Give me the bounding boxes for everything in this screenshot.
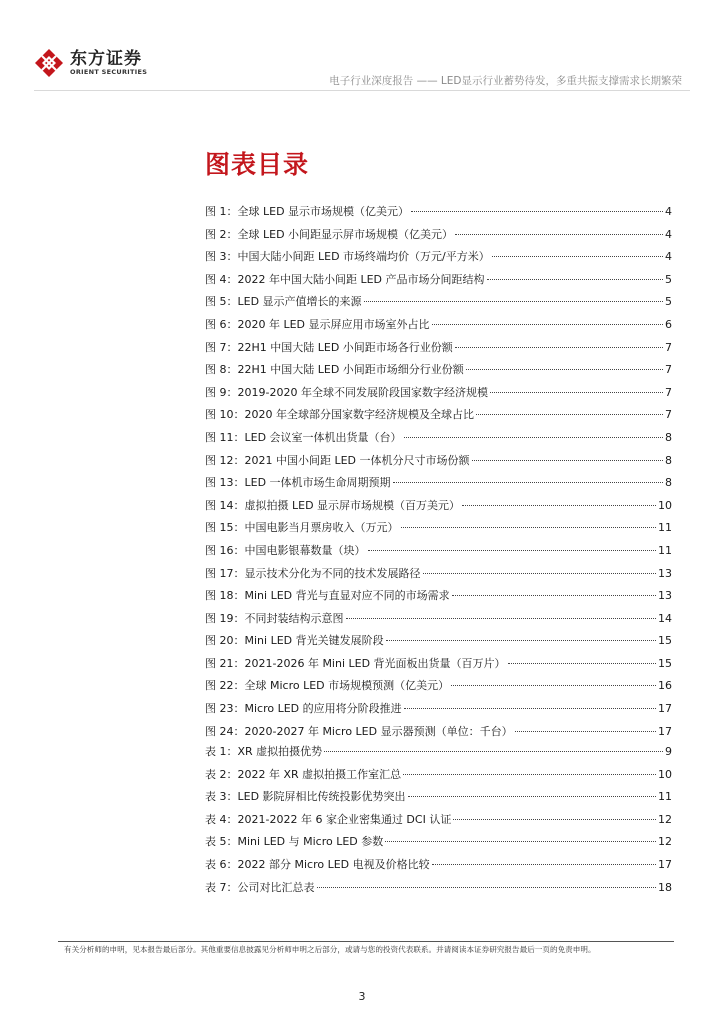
report-header-title: 电子行业深度报告 —— LED显示行业蓄势待发，多重共振支撑需求长期繁荣 (329, 75, 682, 87)
toc-figure-entry[interactable] (205, 404, 672, 427)
toc-figure-entry-page: 13 (658, 566, 672, 580)
toc-figure-entry-page: 7 (665, 408, 672, 422)
toc-figure-entry-page: 13 (658, 589, 672, 603)
toc-table-entry-label: 表 6：2022 部分 Micro LED 电视及价格比较 (205, 857, 430, 871)
toc-figure-entry-label: 图 23：Micro LED 的应用将分阶段推进 (205, 702, 402, 716)
dot-leader (423, 573, 657, 574)
dot-leader (476, 414, 663, 415)
toc-figure-entry-page: 11 (658, 521, 672, 535)
dot-leader (455, 234, 663, 235)
toc-table-entry-page: 9 (665, 745, 672, 758)
toc-figure-entry[interactable] (205, 608, 672, 631)
dot-leader (393, 482, 663, 483)
toc-table-entry[interactable] (205, 741, 672, 764)
toc-figure-entry-label: 图 11：LED 会议室一体机出货量（台） (205, 430, 402, 444)
figure-list (205, 201, 672, 743)
toc-figure-entry[interactable] (205, 472, 672, 495)
toc-figure-entry[interactable] (205, 517, 672, 540)
dot-leader (452, 595, 656, 596)
dot-leader (408, 796, 656, 797)
toc-figure-entry-page: 15 (658, 634, 672, 648)
toc-table-entry-page: 10 (658, 767, 672, 781)
toc-figure-entry[interactable] (205, 450, 672, 473)
logo-mark-icon (34, 48, 64, 78)
logo-english-name: ORIENT SECURITIES (70, 67, 148, 76)
dot-leader (451, 685, 656, 686)
toc-figure-entry-page: 8 (665, 430, 672, 444)
dot-leader (455, 347, 663, 348)
toc-figure-entry[interactable] (205, 291, 672, 314)
dot-leader (472, 460, 663, 461)
toc-figure-entry-page: 7 (665, 363, 672, 377)
toc-figure-entry-label: 图 17：显示技术分化为不同的技术发展路径 (205, 566, 421, 580)
toc-figure-entry-label: 图 4：2022 年中国大陆小间距 LED 产品市场分间距结构 (205, 272, 485, 286)
toc-figure-entry-label: 图 5：LED 显示产值增长的来源 (205, 295, 362, 309)
toc-table-entry-label: 表 3：LED 影院屏相比传统投影优势突出 (205, 790, 406, 804)
toc-figure-entry-page: 17 (658, 702, 672, 716)
toc-figure-entry-page: 15 (658, 656, 672, 670)
toc-figure-entry[interactable] (205, 630, 672, 653)
toc-table-entry[interactable] (205, 764, 672, 787)
toc-table-entry-label: 表 7：公司对比汇总表 (205, 880, 315, 894)
dot-leader (324, 751, 663, 752)
toc-figure-entry[interactable] (205, 721, 672, 744)
toc-figure-entry-page: 4 (665, 250, 672, 264)
dot-leader (411, 211, 663, 212)
logo-chinese-name: 东方证券 (70, 48, 142, 69)
toc-figure-entry-label: 图 13：LED 一体机市场生命周期预期 (205, 476, 391, 490)
toc-figure-entry-label: 图 15：中国电影当月票房收入（万元） (205, 521, 399, 535)
toc-figure-entry-label: 图 6：2020 年 LED 显示屏应用市场室外占比 (205, 317, 430, 331)
dot-leader (515, 731, 656, 732)
dot-leader (401, 527, 657, 528)
toc-figure-entry-label: 图 9：2019-2020 年全球不同发展阶段国家数字经济规模 (205, 385, 488, 399)
footer-divider (58, 941, 674, 942)
dot-leader (453, 819, 656, 820)
dot-leader (432, 864, 656, 865)
toc-table-entry-label: 表 5：Mini LED 与 Micro LED 参数 (205, 835, 384, 849)
toc-table-entry[interactable] (205, 786, 672, 809)
toc-figure-entry-label: 图 22：全球 Micro LED 市场规模预测（亿美元） (205, 679, 450, 693)
toc-figure-entry-label: 图 8：22H1 中国大陆 LED 小间距市场细分行业份额 (205, 363, 464, 377)
toc-figure-entry[interactable] (205, 585, 672, 608)
dot-leader (466, 369, 663, 370)
toc-figure-entry-label: 图 1：全球 LED 显示市场规模（亿美元） (205, 205, 410, 218)
dot-leader (404, 708, 656, 709)
dot-leader (386, 640, 656, 641)
toc-table-entry[interactable] (205, 831, 672, 854)
toc-table-entry-page: 12 (658, 812, 672, 826)
dot-leader (364, 301, 663, 302)
toc-table-entry-page: 12 (658, 835, 672, 849)
toc-figure-entry-page: 4 (665, 205, 672, 218)
toc-figure-entry[interactable] (205, 427, 672, 450)
toc-table-entry-label: 表 1：XR 虚拟拍摄优势 (205, 745, 323, 758)
toc-figure-entry[interactable] (205, 698, 672, 721)
toc-figure-entry-page: 5 (665, 272, 672, 286)
footer-disclaimer: 有关分析师的申明，见本报告最后部分。其他重要信息披露见分析师申明之后部分，或请与您的投资代表联系。并请阅读本证券研究报告最后一页的免责申明。 (64, 945, 596, 954)
toc-figure-entry-page: 5 (665, 295, 672, 309)
toc-table-entry[interactable] (205, 877, 672, 900)
toc-table-entry[interactable] (205, 809, 672, 832)
dot-leader (385, 841, 656, 842)
toc-figure-entry[interactable] (205, 337, 672, 360)
toc-figure-entry[interactable] (205, 314, 672, 337)
toc-figure-entry[interactable] (205, 201, 672, 224)
dot-leader (490, 392, 663, 393)
dot-leader (346, 618, 657, 619)
toc-figure-entry[interactable] (205, 382, 672, 405)
toc-figure-entry-label: 图 7：22H1 中国大陆 LED 小间距市场各行业份额 (205, 340, 453, 354)
toc-figure-entry[interactable] (205, 495, 672, 518)
toc-figure-entry-label: 图 14：虚拟拍摄 LED 显示屏市场规模（百万美元） (205, 498, 461, 512)
table-list (205, 741, 672, 899)
toc-figure-entry-page: 4 (665, 227, 672, 241)
toc-figure-entry-label: 图 24：2020-2027 年 Micro LED 显示器预测（单位：千台） (205, 724, 513, 738)
toc-figure-entry-label: 图 3：中国大陆小间距 LED 市场终端均价（万元/平方米） (205, 250, 490, 264)
dot-leader (508, 663, 656, 664)
toc-figure-entry-label: 图 18：Mini LED 背光与直显对应不同的市场需求 (205, 589, 450, 603)
company-logo (34, 48, 147, 78)
dot-leader (317, 887, 657, 888)
toc-figure-entry[interactable] (205, 269, 672, 292)
toc-figure-entry-label: 图 21：2021-2026 年 Mini LED 背光面板出货量（百万片） (205, 656, 506, 670)
dot-leader (492, 256, 663, 257)
toc-table-entry[interactable] (205, 854, 672, 877)
page-number: 3 (358, 990, 366, 1003)
toc-figure-entry-page: 8 (665, 476, 672, 490)
toc-figure-entry-page: 14 (658, 611, 672, 625)
dot-leader (368, 550, 657, 551)
toc-figure-entry-page: 7 (665, 340, 672, 354)
toc-figure-entry-page: 7 (665, 385, 672, 399)
dot-leader (487, 279, 663, 280)
toc-figure-entry-label: 图 12：2021 中国小间距 LED 一体机分尺寸市场份额 (205, 453, 470, 467)
toc-figure-entry-page: 8 (665, 453, 672, 467)
toc-figure-entry-label: 图 16：中国电影银幕数量（块） (205, 543, 366, 557)
toc-table-entry-page: 11 (658, 790, 672, 804)
toc-figure-entry-page: 10 (658, 498, 672, 512)
toc-table-entry-label: 表 2：2022 年 XR 虚拟拍摄工作室汇总 (205, 767, 402, 781)
toc-table-entry-page: 18 (658, 880, 672, 894)
toc-figure-entry[interactable] (205, 675, 672, 698)
toc-figure-entry[interactable] (205, 246, 672, 269)
toc-figure-entry[interactable] (205, 224, 672, 247)
toc-figure-entry-label: 图 10：2020 年全球部分国家数字经济规模及全球占比 (205, 408, 474, 422)
dot-leader (462, 505, 656, 506)
dot-leader (432, 324, 663, 325)
toc-figure-entry-label: 图 2：全球 LED 小间距显示屏市场规模（亿美元） (205, 227, 454, 241)
toc-figure-entry-label: 图 20：Mini LED 背光关键发展阶段 (205, 634, 384, 648)
toc-figure-entry-page: 6 (665, 317, 672, 331)
toc-figure-entry-label: 图 19：不同封装结构示意图 (205, 611, 344, 625)
toc-figure-entry-page: 16 (658, 679, 672, 693)
toc-figure-entry-page: 17 (658, 724, 672, 738)
toc-heading: 图表目录 (205, 150, 310, 179)
dot-leader (403, 774, 656, 775)
toc-figure-entry[interactable] (205, 563, 672, 586)
dot-leader (404, 437, 663, 438)
toc-table-entry-page: 17 (658, 857, 672, 871)
toc-figure-entry[interactable] (205, 653, 672, 676)
toc-figure-entry[interactable] (205, 359, 672, 382)
header-divider (34, 90, 690, 91)
toc-figure-entry[interactable] (205, 540, 672, 563)
toc-figure-entry-page: 11 (658, 543, 672, 557)
toc-table-entry-label: 表 4：2021-2022 年 6 家企业密集通过 DCI 认证 (205, 812, 452, 826)
